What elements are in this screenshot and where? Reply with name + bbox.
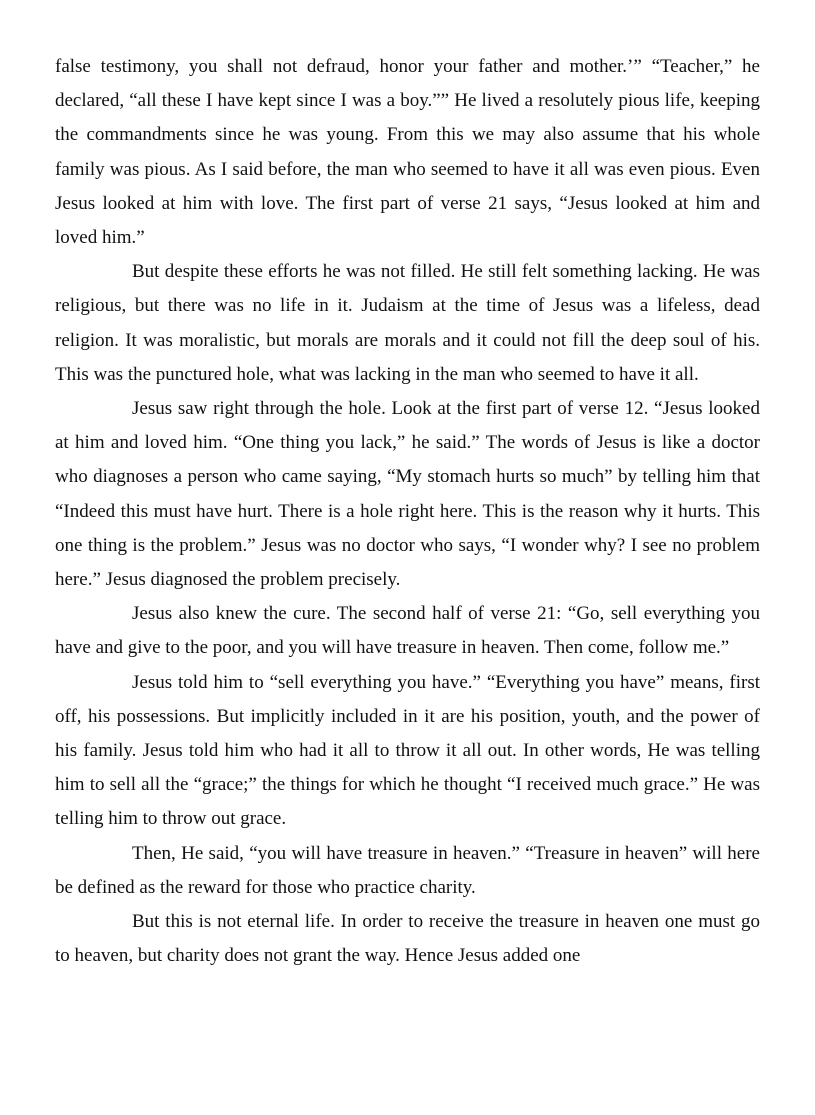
paragraph-5: Jesus told him to “sell everything you have.” “Everything you have” means, first off, his possessions. But implicitly included in it are his position, youth, and the power of his family. Jesus told him who had it all to throw it all out. In other words, He was telling him to sell all the “grace;” the things for which he thought “I received much grace.” He was telling him to throw out grace. (55, 671, 760, 830)
paragraph-4: Jesus also knew the cure. The second half of verse 21: “Go, sell everything you have and give to the poor, and you will have treasure in heaven. Then come, follow me.” (55, 603, 760, 659)
document-page (55, 50, 760, 973)
paragraph-2: But despite these efforts he was not filled. He still felt something lacking. He was religious, but there was no life in it. Judaism at the time of Jesus was a lifeless, dead religion. It was moralistic, but morals are morals and it could not fill the deep soul of his. This was the punctured hole, what was lacking in the man who seemed to have it all. (55, 261, 760, 385)
paragraph-7: But this is not eternal life. In order to receive the treasure in heaven one must go to heaven, but charity does not grant the way. Hence Jesus added one (55, 911, 760, 967)
paragraph-6: Then, He said, “you will have treasure in heaven.” “Treasure in heaven” will here be defined as the reward for those who practice charity. (55, 842, 760, 898)
paragraph-3: Jesus saw right through the hole. Look at the first part of verse 12. “Jesus looked at him and loved him. “One thing you lack,” he said.” The words of Jesus is like a doctor who diagnoses a person who came saying, “My stomach hurts so much” by telling him that “Indeed this must have hurt. There is a hole right here. This is the reason why it hurts. This one thing is the problem.” Jesus was no doctor who says, “I wonder why? I see no problem here.” Jesus diagnosed the problem precisely. (55, 398, 760, 591)
paragraph-1: false testimony, you shall not defraud, honor your father and mother.’” “Teacher,” he declared, “all these I have kept since I was a boy.”” He lived a resolutely pious life, keeping the commandments since he was young. From this we may also assume that his whole family was pious. As I said before, the man who seemed to have it all was even pious. Even Jesus looked at him with love. The first part of verse 21 says, “Jesus looked at him and loved him.” (55, 56, 760, 249)
